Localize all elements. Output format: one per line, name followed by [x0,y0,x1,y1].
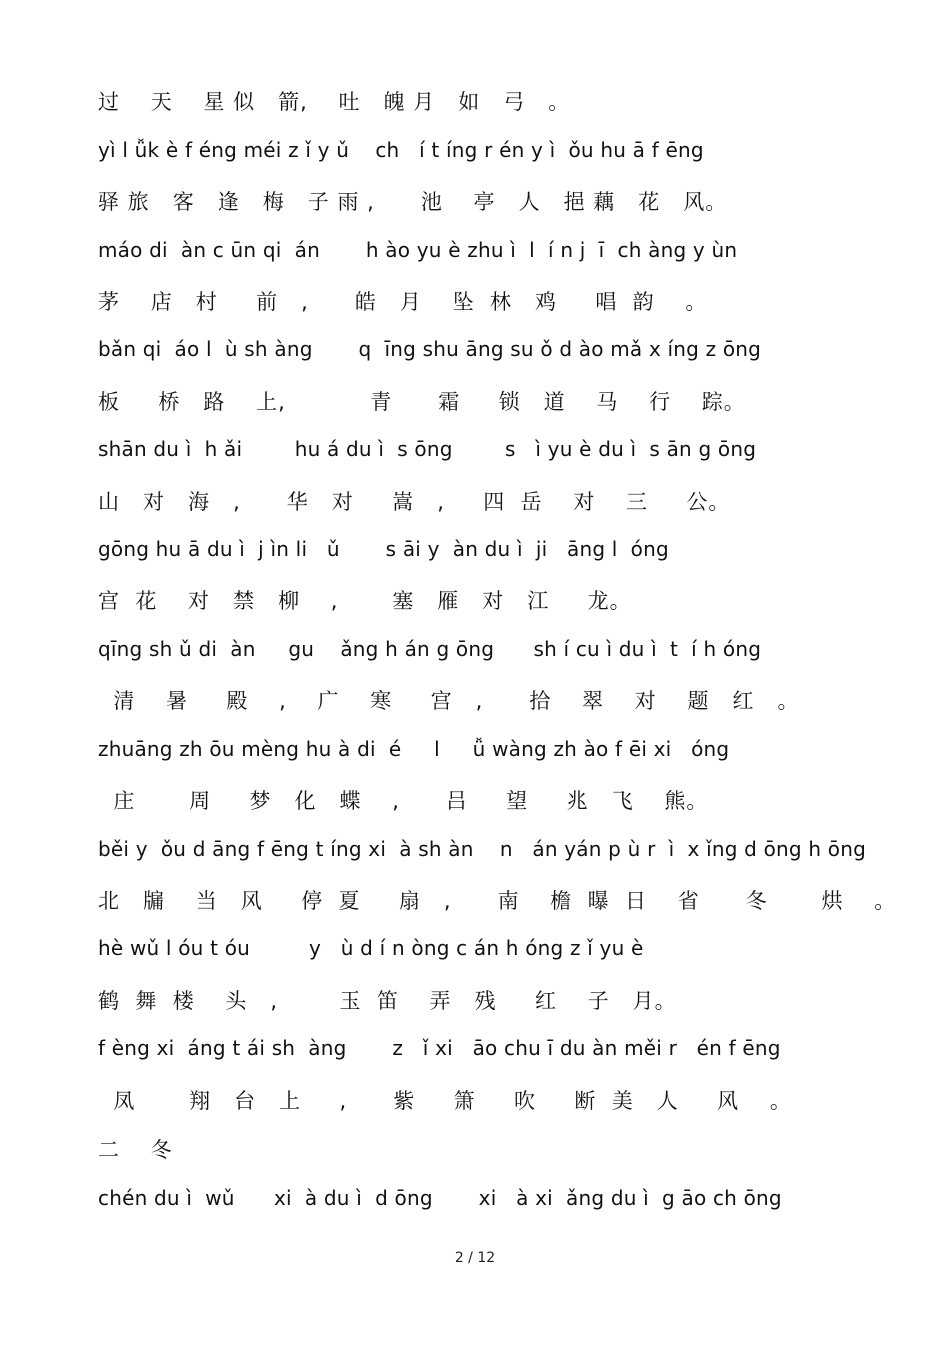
text-line-pinyin: hè wǔ l óu t óu y ù d í n òng c án h óng z ǐ yu è [98,936,644,960]
text-line-hanzi: 茅 店 村 前 , 皓 月 坠 林 鸡 唱 韵 。 [98,290,708,314]
text-line-pinyin: bǎn qi áo l ù sh àng q īng shu āng su ǒ d ào mǎ x íng z ōng [98,337,762,361]
text-line-hanzi: 清 暑 殿 , 广 寒 宫 , 拾 翠 对 题 红 。 [98,689,800,713]
text-line-pinyin: chén du ì wǔ xi à du ì d ōng xi à xi ǎng du ì g āo ch ōng [98,1186,782,1210]
text-line-pinyin: máo di àn c ūn qi án h ào yu è zhu ì l í n j ī ch àng y ùn [98,238,738,262]
section-heading: 二 冬 [98,1138,173,1162]
text-line-pinyin: yì l ǚk è f éng méi z ǐ y ǔ ch í t íng r én y ì ǒu hu ā f ēng [98,138,704,162]
text-line-hanzi: 驿 旅 客 逢 梅 子 雨 , 池 亭 人 挹 藕 花 风。 [98,190,728,214]
text-line-pinyin: zhuāng zh ōu mèng hu à di é l ǚ wàng zh ào f ēi xi óng [98,737,730,761]
text-line-pinyin: f èng xi áng t ái sh àng z ǐ xi āo chu ī du àn měi r én f ēng [98,1036,781,1060]
text-line-hanzi: 庄 周 梦 化 蝶 , 吕 望 兆 飞 熊。 [98,789,709,813]
text-line-hanzi: 山 对 海 , 华 对 嵩 , 四 岳 对 三 公。 [98,490,731,514]
text-line-hanzi: 宫 花 对 禁 柳 , 塞 雁 对 江 龙。 [98,589,632,613]
text-line-pinyin: běi y ǒu d āng f ēng t íng xi à sh àn n án yán p ù r ì x ǐng d ōng h ōng [98,837,867,861]
page-number: 2 / 12 [454,1250,496,1266]
text-line-hanzi: 北 牖 当 风 停 夏 扇 , 南 檐 曝 日 省 冬 烘 。 [98,889,897,913]
text-line-pinyin: shān du ì h ǎi hu á du ì s ōng s ì yu è du ì s ān g ōng [98,437,757,461]
text-line-pinyin: qīng sh ǔ di àn gu ǎng h án g ōng sh í cu ì du ì t í h óng [98,637,762,661]
text-line-pinyin: gōng hu ā du ì j ìn li ǔ s āi y àn du ì ji āng l óng [98,537,669,561]
text-line-hanzi: 板 桥 路 上, 青 霜 锁 道 马 行 踪。 [98,390,746,414]
text-line-hanzi: 过 天 星 似 箭, 吐 魄 月 如 弓 。 [98,90,571,114]
text-line-hanzi: 鹤 舞 楼 头 , 玉 笛 弄 残 红 子 月。 [98,989,677,1013]
text-line-hanzi: 凤 翔 台 上 , 紫 箫 吹 断 美 人 风 。 [98,1089,792,1113]
